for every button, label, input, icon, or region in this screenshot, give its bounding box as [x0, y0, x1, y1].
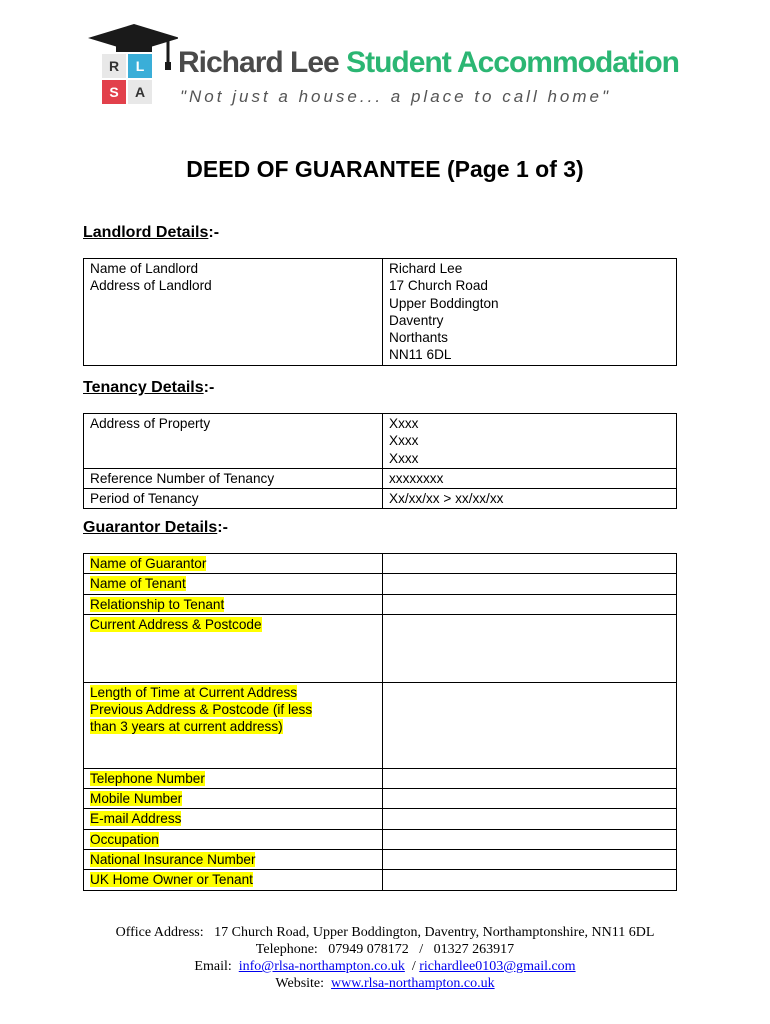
tenancy-heading-suffix: :-: [203, 379, 215, 396]
email-field[interactable]: [383, 809, 677, 829]
table-row: [84, 870, 677, 890]
company-name: [178, 46, 679, 80]
ni-number-label-cell: [84, 850, 383, 870]
table-row: [84, 259, 677, 366]
landlord-values-cell: [383, 259, 677, 366]
ni-number-field[interactable]: [383, 850, 677, 870]
current-address-field[interactable]: [383, 614, 677, 682]
guarantor-name-field[interactable]: [383, 554, 677, 574]
email-label-cell: [84, 809, 383, 829]
landlord-address-line: Daventry: [389, 312, 444, 328]
period-value-cell: [383, 489, 677, 509]
table-row: [84, 614, 677, 682]
landlord-name-value: Richard Lee: [389, 261, 463, 276]
table-row: [84, 414, 677, 469]
guarantor-heading-text: Guarantor Details: [83, 519, 218, 536]
logo-letter-r: R: [108, 58, 120, 74]
guarantor-name-label-cell: [84, 554, 383, 574]
tenant-name-label: Name of Tenant: [90, 576, 186, 592]
footer-email-link-2[interactable]: richardlee0103@gmail.com: [419, 959, 576, 974]
time-previous-label-cell: [84, 682, 383, 768]
table-row: [84, 594, 677, 614]
reference-label-cell: [84, 468, 383, 488]
property-label-cell: [84, 414, 383, 469]
home-owner-field[interactable]: [383, 870, 677, 890]
table-row: [84, 768, 677, 788]
tenancy-table: [83, 413, 677, 509]
landlord-address-line: 17 Church Road: [389, 278, 488, 294]
footer-email-label: Email:: [194, 959, 232, 974]
property-address-label: Address of Property: [90, 416, 211, 431]
landlord-heading: [83, 224, 219, 242]
tenancy-heading-text: Tenancy Details: [83, 379, 204, 396]
reference-value-cell: [383, 468, 677, 488]
landlord-heading-text: Landlord Details: [83, 224, 209, 241]
logo-letter-l: L: [135, 58, 145, 74]
landlord-table: [83, 258, 677, 366]
telephone-field[interactable]: [383, 768, 677, 788]
relationship-field[interactable]: [383, 594, 677, 614]
document-title: DEED OF GUARANTEE (Page 1 of 3): [186, 156, 584, 182]
landlord-address-line: NN11 6DL: [389, 347, 452, 363]
logo-letter-s: S: [109, 84, 119, 100]
period-value: Xx/xx/xx > xx/xx/xx: [389, 491, 504, 507]
table-row: [84, 468, 677, 488]
footer-website-line: [0, 975, 770, 992]
landlord-name-label: Name of Landlord: [90, 261, 199, 276]
relationship-label-cell: [84, 594, 383, 614]
mobile-label: Mobile Number: [90, 791, 183, 807]
previous-address-label: Previous Address & Postcode (if less: [90, 702, 313, 718]
landlord-labels-cell: [84, 259, 383, 366]
occupation-label-cell: [84, 829, 383, 849]
previous-address-label-cont: than 3 years at current address): [90, 719, 283, 735]
footer-email-line: [0, 958, 770, 975]
logo-letter-a: A: [134, 84, 146, 100]
landlord-address-label: Address of Landlord: [90, 278, 212, 294]
mobile-label-cell: [84, 789, 383, 809]
property-value-cell: [383, 414, 677, 469]
footer-website-link[interactable]: www.rlsa-northampton.co.uk: [331, 976, 495, 991]
email-label: E-mail Address: [90, 811, 182, 827]
footer-telephone: Telephone: 07949 078172 / 01327 263917: [255, 942, 515, 957]
property-address-line: Xxxx: [389, 416, 419, 431]
home-owner-label-cell: [84, 870, 383, 890]
property-address-line: Xxxx: [389, 433, 419, 449]
telephone-label-cell: [84, 768, 383, 788]
footer: [0, 924, 770, 992]
ni-number-label: National Insurance Number: [90, 852, 256, 868]
table-row: [84, 489, 677, 509]
table-row: [84, 574, 677, 594]
guarantor-heading-suffix: :-: [217, 519, 228, 536]
footer-email-separator: /: [411, 959, 416, 974]
landlord-address-line: Northants: [389, 330, 448, 346]
previous-address-field[interactable]: [383, 682, 677, 768]
guarantor-heading: [83, 519, 228, 537]
period-label-cell: [84, 489, 383, 509]
reference-label: Reference Number of Tenancy: [90, 470, 275, 486]
table-row: [84, 809, 677, 829]
property-address-line: Xxxx: [389, 450, 419, 466]
occupation-label: Occupation: [90, 831, 159, 847]
length-of-time-label: Length of Time at Current Address: [90, 684, 298, 700]
home-owner-label: UK Home Owner or Tenant: [90, 872, 253, 888]
table-row: [84, 554, 677, 574]
table-row: [84, 789, 677, 809]
landlord-address-line: Upper Boddington: [389, 295, 499, 311]
relationship-label: Relationship to Tenant: [90, 596, 225, 612]
reference-value: xxxxxxxx: [389, 470, 444, 486]
table-row: [84, 850, 677, 870]
tenant-name-field[interactable]: [383, 574, 677, 594]
current-address-label: Current Address & Postcode: [90, 616, 262, 632]
tenant-name-label-cell: [84, 574, 383, 594]
period-label: Period of Tenancy: [90, 491, 199, 507]
table-row: [84, 682, 677, 768]
company-logo: [88, 22, 679, 112]
mobile-field[interactable]: [383, 789, 677, 809]
footer-email-link-1[interactable]: info@rlsa-northampton.co.uk: [238, 959, 405, 974]
tenancy-heading: [83, 379, 214, 397]
footer-office-address: Office Address: 17 Church Road, Upper Boddington, Daventry, Northamptonshire, NN11 6DL: [115, 925, 655, 940]
guarantor-table: [83, 553, 677, 891]
company-name-part2: Student Accommodation: [346, 46, 679, 79]
occupation-field[interactable]: [383, 829, 677, 849]
guarantor-name-label: Name of Guarantor: [90, 556, 207, 571]
table-row: [84, 829, 677, 849]
tagline: "Not just a house... a place to call home": [180, 87, 612, 106]
company-name-part1: Richard Lee: [178, 46, 339, 79]
footer-website-label: Website:: [275, 976, 325, 991]
landlord-heading-suffix: :-: [208, 224, 220, 241]
telephone-label: Telephone Number: [90, 770, 205, 786]
current-address-label-cell: [84, 614, 383, 682]
